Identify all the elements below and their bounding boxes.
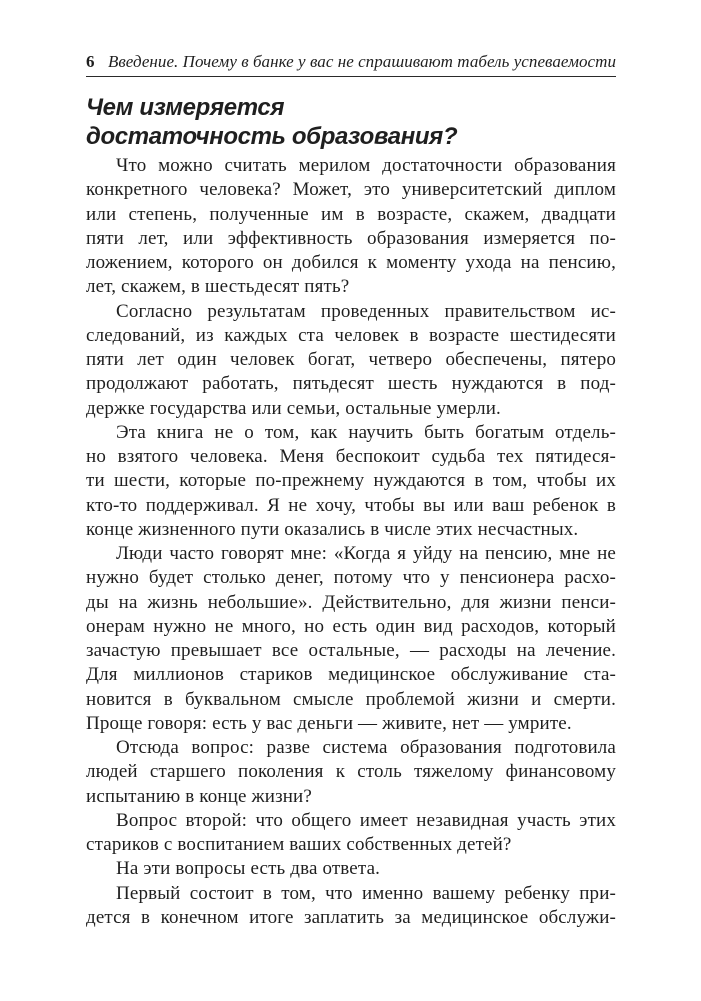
text-line: стариков с воспитанием ваших собственных детей? bbox=[86, 834, 512, 855]
paragraph bbox=[86, 809, 616, 858]
page-number: 6 bbox=[86, 52, 95, 71]
text-line: ти шести, которые по-прежнему нуждаются в том, чтобы их bbox=[86, 470, 616, 492]
text-line: Эта книга не о том, как научить быть богатым отдель- bbox=[116, 421, 616, 443]
paragraph bbox=[86, 421, 616, 542]
text-line: дется в конечном итоге заплатить за медицинское обслужи- bbox=[86, 906, 616, 928]
text-line: испытанию в конце жизни? bbox=[86, 785, 312, 807]
body-text bbox=[86, 154, 616, 930]
text-line: конце жизненного пути оказались в числе этих несчастных. bbox=[86, 518, 579, 540]
paragraph bbox=[86, 154, 616, 300]
text-line: Первый состоит в том, что именно вашему ребенку при- bbox=[116, 882, 616, 904]
text-line: продолжают работать, пятьдесят шесть нуждаются в под- bbox=[86, 373, 616, 395]
text-line: ложением, которого он добился к моменту ухода на пенсию, bbox=[86, 252, 616, 273]
section-heading bbox=[86, 93, 616, 151]
text-line: зачастую превышает все остальные, — расходы на лечение. bbox=[86, 640, 616, 661]
text-line: Проще говоря: есть у вас деньги — живите, нет — умрите. bbox=[86, 712, 572, 734]
text-line: или степень, полученные им в возрасте, скажем, двадцати bbox=[86, 203, 616, 225]
section-heading-line: Чем измеряется bbox=[86, 94, 285, 121]
text-line: На эти вопросы есть два ответа. bbox=[116, 858, 381, 880]
text-line: людей старшего поколения к столь тяжелому финансовому bbox=[86, 761, 616, 783]
text-line: кто-то поддерживал. Я не хочу, чтобы вы или ваш ребенок в bbox=[86, 494, 616, 516]
paragraph bbox=[86, 857, 616, 881]
text-line: Вопрос второй: что общего имеет незавидная участь этих bbox=[116, 809, 616, 831]
text-line: онерам нужно не много, но есть один вид расходов, который bbox=[86, 615, 616, 637]
text-line: Согласно результатам проведенных правительством ис- bbox=[116, 300, 616, 322]
text-line: Что можно считать мерилом достаточности образования bbox=[116, 155, 616, 176]
text-line: нужно будет столько денег, потому что у пенсионера расхо- bbox=[86, 567, 616, 589]
text-line: держке государства или семьи, остальные умерли. bbox=[86, 397, 501, 419]
text-line: конкретного человека? Может, это университетский диплом bbox=[86, 179, 616, 201]
text-line: пяти лет один человек богат, четверо обеспечены, пятеро bbox=[86, 349, 616, 370]
text-line: но взятого человека. Меня беспокоит судьба тех пятидеся- bbox=[86, 446, 616, 467]
text-line: Для миллионов стариков медицинское обслуживание ста- bbox=[86, 664, 616, 686]
text-line: лет, скажем, в шестьдесят пять? bbox=[86, 276, 350, 298]
text-line: следований, из каждых ста человек в возрасте шестидесяти bbox=[86, 324, 616, 346]
text-line: новится в буквальном смысле проблемой жизни и смерти. bbox=[86, 688, 616, 710]
paragraph bbox=[86, 542, 616, 736]
text-line: ды на жизнь небольшие». Действительно, для жизни пенси- bbox=[86, 591, 616, 613]
text-line: Люди часто говорят мне: «Когда я уйду на пенсию, мне не bbox=[116, 543, 616, 564]
section-heading-line: достаточность образования? bbox=[86, 123, 458, 150]
text-line: Отсюда вопрос: разве система образования подготовила bbox=[116, 737, 616, 758]
running-title: Введение. Почему в банке у вас не спрашивают табель успеваемости bbox=[107, 52, 616, 71]
paragraph bbox=[86, 736, 616, 809]
text-line: пяти лет, или эффективность образования измеряется по- bbox=[86, 227, 616, 249]
paragraph bbox=[86, 300, 616, 421]
paragraph bbox=[86, 882, 616, 931]
running-header bbox=[86, 50, 616, 77]
